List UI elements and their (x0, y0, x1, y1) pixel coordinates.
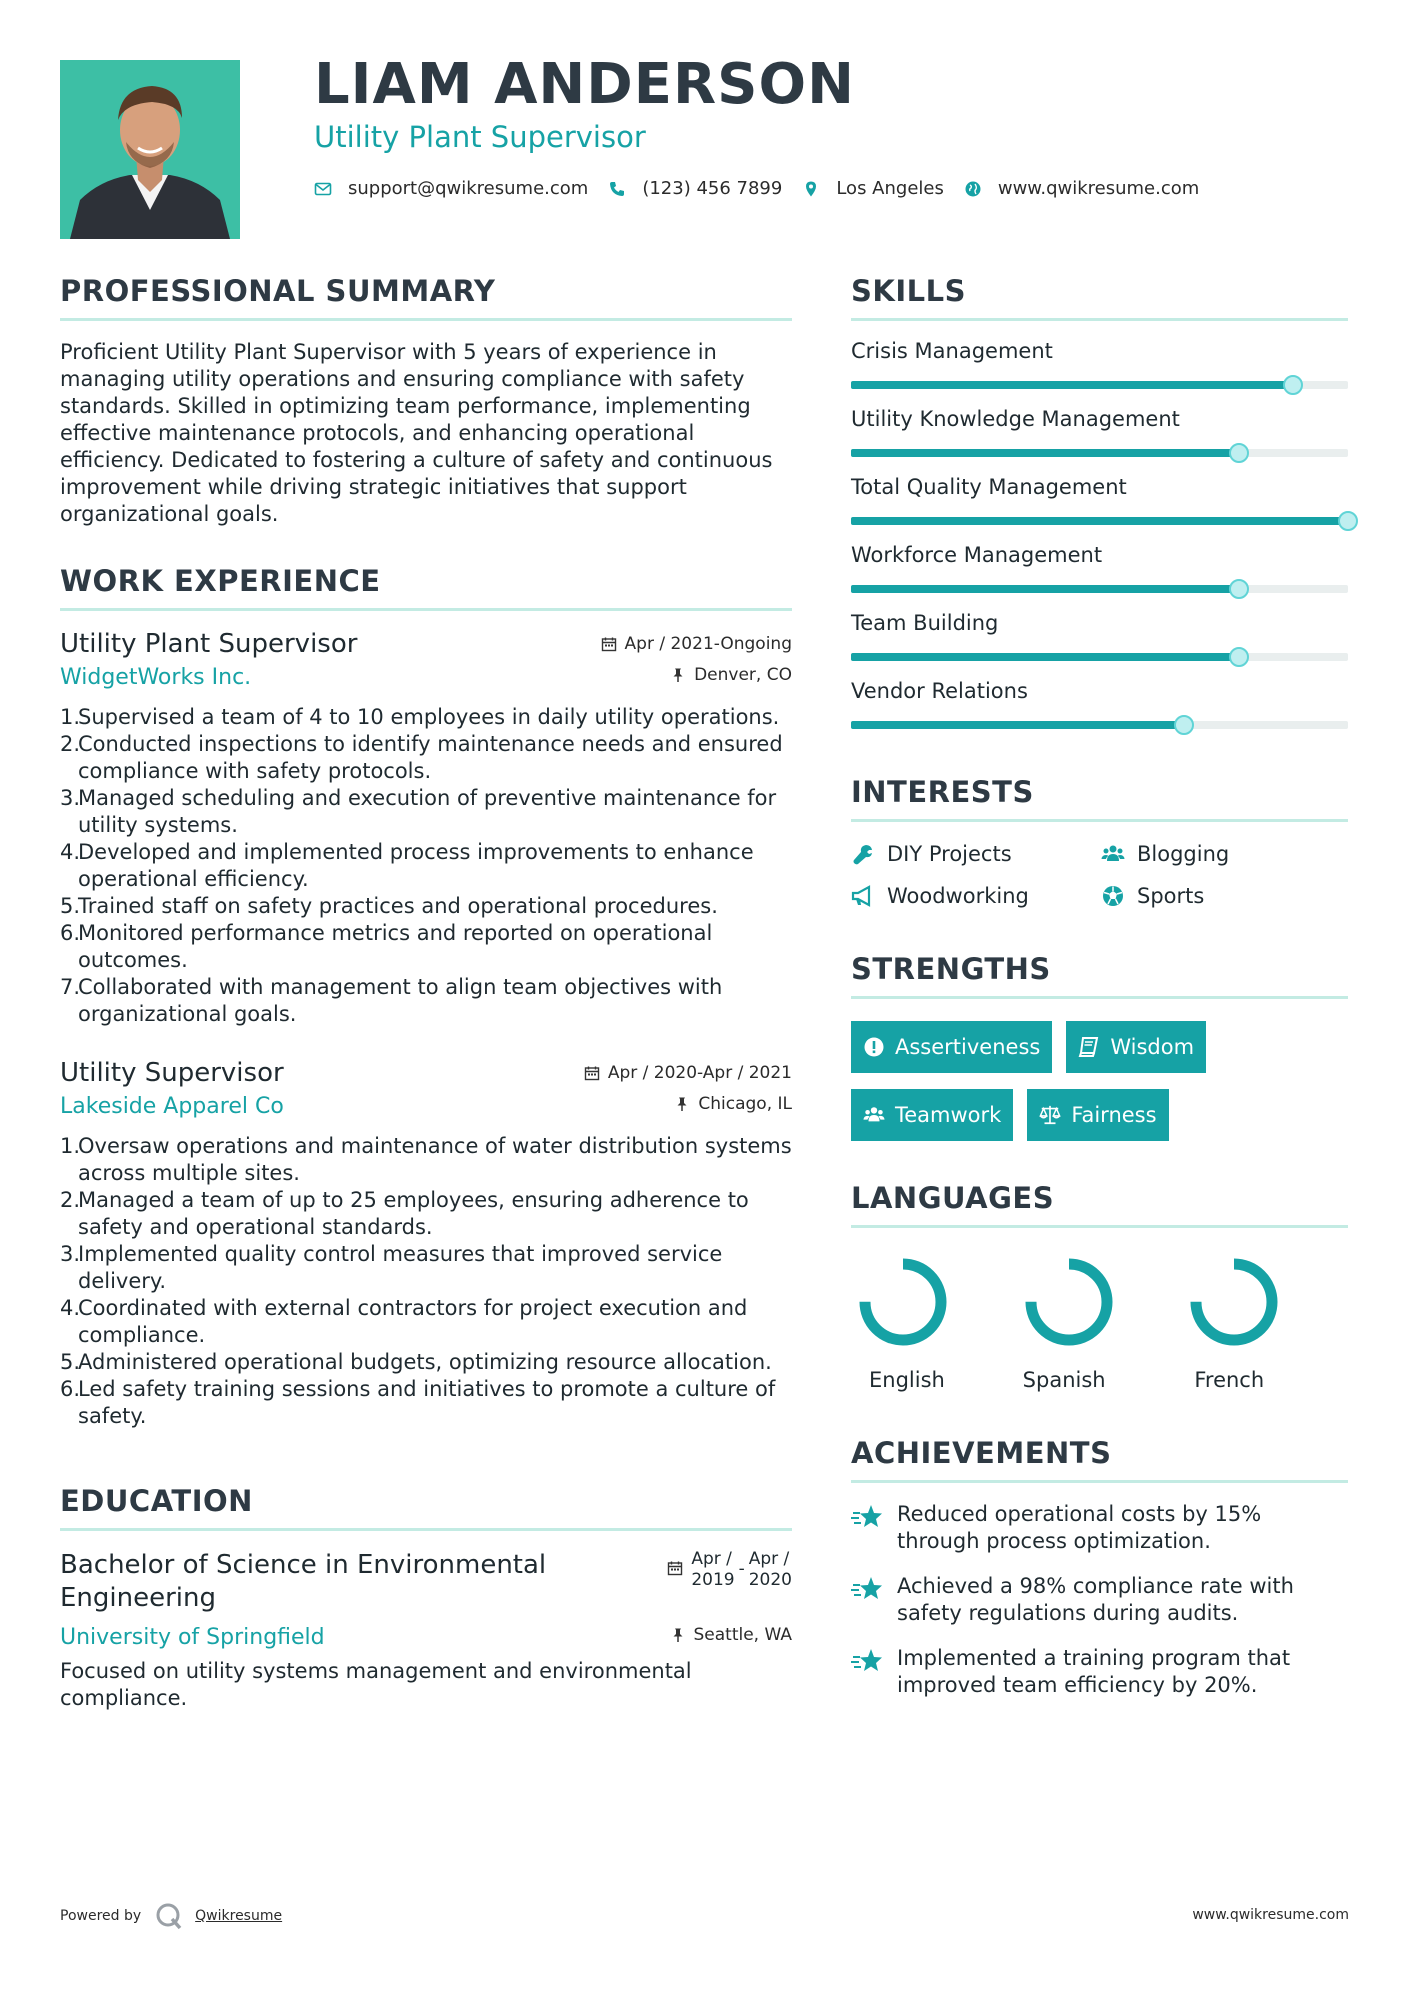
skill-level-fill (851, 653, 1239, 661)
skill-level-knob (1229, 579, 1249, 599)
contact-bar (314, 178, 1219, 199)
balance-scale-icon (1039, 1104, 1061, 1126)
list-item: 5. Administered operational budgets, optimizing resource allocation. (60, 1350, 772, 1374)
edu-start-year: 2019 (691, 1570, 735, 1590)
achievement-item (851, 1645, 1348, 1699)
summary-section (60, 274, 792, 528)
job-location-text: Chicago, IL (698, 1093, 792, 1114)
footer-website[interactable]: www.qwikresume.com (1192, 1907, 1349, 1923)
skill-name: Crisis Management (851, 339, 1053, 363)
experience-section (60, 564, 792, 1430)
list-item: 4. Coordinated with external contractors for project execution and compliance. (60, 1296, 748, 1347)
list-item: 6. Monitored performance metrics and reported on operational outcomes. (60, 921, 713, 972)
skill-level-bar (851, 381, 1348, 389)
job-dates-text: Apr / 2021-Ongoing (624, 634, 792, 654)
language-ring (1188, 1256, 1280, 1348)
school-name: University of Springfield (60, 1625, 325, 1650)
pushpin-icon (670, 1627, 686, 1643)
skill-level-knob (1283, 375, 1303, 395)
list-item: 7. Collaborated with management to align team objectives with organizational goals. (60, 975, 723, 1026)
skill-level-fill (851, 585, 1239, 593)
contact-location-text: Los Angeles (836, 178, 944, 199)
users-icon (863, 1104, 885, 1126)
list-item: 2. Managed a team of up to 25 employees, ensuring adherence to safety and operational standards. (60, 1188, 749, 1239)
job-dates-text: Apr / 2020-Apr / 2021 (607, 1063, 792, 1083)
pushpin-icon (670, 667, 686, 683)
skill-level-fill (851, 517, 1348, 525)
edu-start-month: Apr / (691, 1549, 732, 1569)
skill-name: Utility Knowledge Management (851, 407, 1180, 431)
achievement-item (851, 1573, 1348, 1627)
envelope-icon (314, 180, 332, 198)
calendar-icon (584, 1065, 600, 1081)
job-2 (60, 1058, 792, 1430)
list-item: 3. Implemented quality control measures that improved service delivery. (60, 1242, 723, 1293)
job-1 (60, 629, 792, 1028)
list-item: 6. Led safety training sessions and initiatives to promote a culture of safety. (60, 1377, 776, 1428)
contact-website-text: www.qwikresume.com (997, 178, 1200, 199)
calendar-icon (667, 1560, 683, 1576)
left-column (60, 274, 792, 1712)
footer-powered-by (60, 1902, 282, 1930)
skill-level-knob (1229, 443, 1249, 463)
list-item: 1. Oversaw operations and maintenance of water distribution systems across multiple sites. (60, 1134, 792, 1185)
language-name: Spanish (1022, 1368, 1106, 1392)
strength-badge (851, 1021, 1052, 1073)
skill-level-bar (851, 517, 1348, 525)
interests-section (851, 775, 1348, 908)
job-dates (601, 634, 792, 654)
exclamation-circle-icon (863, 1036, 885, 1058)
contact-email[interactable] (314, 178, 588, 199)
language-item (1182, 1256, 1348, 1392)
education-location-text: Seattle, WA (693, 1624, 792, 1645)
skill-level-bar (851, 653, 1348, 661)
language-item (1017, 1256, 1183, 1392)
contact-website[interactable] (964, 178, 1199, 199)
strength-badge (1027, 1089, 1168, 1141)
education-section (60, 1484, 792, 1712)
skill-level-fill (851, 721, 1184, 729)
strength-badge (851, 1089, 1013, 1141)
candidate-name: LIAM ANDERSON (314, 52, 855, 117)
interest-label: Blogging (1137, 842, 1230, 866)
language-ring (1023, 1256, 1115, 1348)
qwikresume-link[interactable]: Qwikresume (195, 1908, 283, 1924)
strength-label: Wisdom (1110, 1035, 1195, 1059)
pushpin-icon (674, 1096, 690, 1112)
summary-heading: PROFESSIONAL SUMMARY (60, 274, 792, 321)
contact-location (802, 178, 944, 199)
experience-heading: WORK EXPERIENCE (60, 564, 792, 611)
skill-level-knob (1338, 511, 1358, 531)
job-title: Utility Plant Supervisor (60, 629, 358, 659)
education-description: Focused on utility systems management and environmental compliance. (60, 1659, 692, 1710)
skill-level-knob (1174, 715, 1194, 735)
summary-text: Proficient Utility Plant Supervisor with 5 years of experience in managing utility operations and ensuring compliance with safety standards. Skilled in optimizing team performance, implementing effective maintenance protocols, and enhancing operational efficiency. Dedicated to fostering a culture of safety and continuous improvement while driving strategic initiatives that support organizational goals. (60, 340, 773, 526)
contact-phone-text: (123) 456 7899 (642, 178, 783, 199)
strength-label: Fairness (1071, 1103, 1157, 1127)
achievement-text: Achieved a 98% compliance rate with safety regulations during audits. (897, 1574, 1294, 1625)
interests-heading: INTERESTS (851, 775, 1348, 822)
skills-heading: SKILLS (851, 274, 1348, 321)
list-item: 3. Managed scheduling and execution of preventive maintenance for utility systems. (60, 786, 777, 837)
job-title: Utility Supervisor (60, 1058, 284, 1088)
globe-icon (964, 180, 982, 198)
star-icon (851, 1575, 885, 1603)
skill-name: Team Building (851, 611, 999, 635)
edu-date-separator: - (738, 1559, 745, 1579)
skill-item (851, 543, 1348, 593)
job-duties (60, 704, 792, 1028)
education-location (670, 1625, 793, 1645)
education-dates (667, 1549, 792, 1591)
achievements-heading: ACHIEVEMENTS (851, 1436, 1348, 1483)
degree-title: Bachelor of Science in Environmental Engineering (60, 1550, 547, 1613)
interest-label: Woodworking (887, 884, 1029, 908)
strength-label: Teamwork (895, 1103, 1002, 1127)
list-item: 4. Developed and implemented process improvements to enhance operational efficiency. (60, 840, 754, 891)
interest-label: DIY Projects (887, 842, 1012, 866)
interest-label: Sports (1137, 884, 1205, 908)
calendar-icon (601, 636, 617, 652)
job-company: Lakeside Apparel Co (60, 1094, 284, 1119)
language-name: English (869, 1368, 945, 1392)
skill-item (851, 475, 1348, 525)
skill-name: Vendor Relations (851, 679, 1028, 703)
list-item: 5. Trained staff on safety practices and operational procedures. (60, 894, 718, 918)
list-item: 1. Supervised a team of 4 to 10 employees in daily utility operations. (60, 705, 780, 729)
skill-level-bar (851, 449, 1348, 457)
skill-name: Total Quality Management (851, 475, 1127, 499)
skill-item (851, 407, 1348, 457)
interest-item (1101, 842, 1351, 866)
language-item (851, 1256, 1017, 1392)
edu-end-year: 2020 (748, 1570, 792, 1590)
skill-level-bar (851, 721, 1348, 729)
book-icon (1078, 1036, 1100, 1058)
achievement-text: Reduced operational costs by 15% through process optimization. (897, 1502, 1262, 1553)
skill-item (851, 679, 1348, 729)
wrench-icon (851, 842, 875, 866)
strength-badge (1066, 1021, 1206, 1073)
job-location (674, 1094, 792, 1114)
languages-section (851, 1181, 1348, 1392)
job-duties (60, 1133, 792, 1430)
strengths-heading: STRENGTHS (851, 952, 1348, 999)
job-company: WidgetWorks Inc. (60, 665, 252, 690)
achievement-item (851, 1501, 1348, 1555)
list-item: 2. Conducted inspections to identify maintenance needs and ensured compliance with safety protocols. (60, 732, 783, 783)
job-dates (584, 1063, 792, 1083)
achievement-text: Implemented a training program that improved team efficiency by 20%. (897, 1646, 1291, 1697)
strength-label: Assertiveness (895, 1035, 1041, 1059)
candidate-title: Utility Plant Supervisor (314, 120, 646, 154)
job-location (670, 665, 792, 685)
skill-level-fill (851, 449, 1239, 457)
powered-by-text: Powered by (60, 1908, 142, 1924)
users-icon (1101, 842, 1125, 866)
interest-item (851, 884, 1101, 908)
contact-email-text: support@qwikresume.com (348, 178, 589, 199)
edu-end-month: Apr / (748, 1549, 790, 1569)
skill-name: Workforce Management (851, 543, 1103, 567)
language-ring-arc (1196, 1264, 1272, 1340)
phone-icon (608, 180, 626, 198)
contact-phone[interactable] (608, 178, 782, 199)
job-location-text: Denver, CO (694, 664, 792, 685)
interest-item (1101, 884, 1351, 908)
qwikresume-logo-icon (155, 1902, 183, 1930)
soccer-ball-icon (1101, 884, 1125, 908)
achievements-section (851, 1436, 1348, 1699)
star-icon (851, 1647, 885, 1675)
education-heading: EDUCATION (60, 1484, 792, 1531)
skill-item (851, 339, 1348, 389)
profile-photo (60, 60, 240, 239)
language-name: French (1194, 1368, 1265, 1392)
megaphone-icon (851, 884, 875, 908)
interest-item (851, 842, 1101, 866)
languages-heading: LANGUAGES (851, 1181, 1348, 1228)
star-icon (851, 1503, 885, 1531)
skill-item (851, 611, 1348, 661)
skill-level-fill (851, 381, 1293, 389)
skill-level-bar (851, 585, 1348, 593)
skills-section (851, 274, 1348, 729)
strengths-section (851, 952, 1348, 1141)
location-pin-icon (802, 180, 820, 198)
language-ring-arc (1031, 1264, 1107, 1340)
language-ring-arc (865, 1264, 941, 1340)
language-ring (857, 1256, 949, 1348)
right-column (851, 274, 1348, 1699)
skill-level-knob (1229, 647, 1249, 667)
